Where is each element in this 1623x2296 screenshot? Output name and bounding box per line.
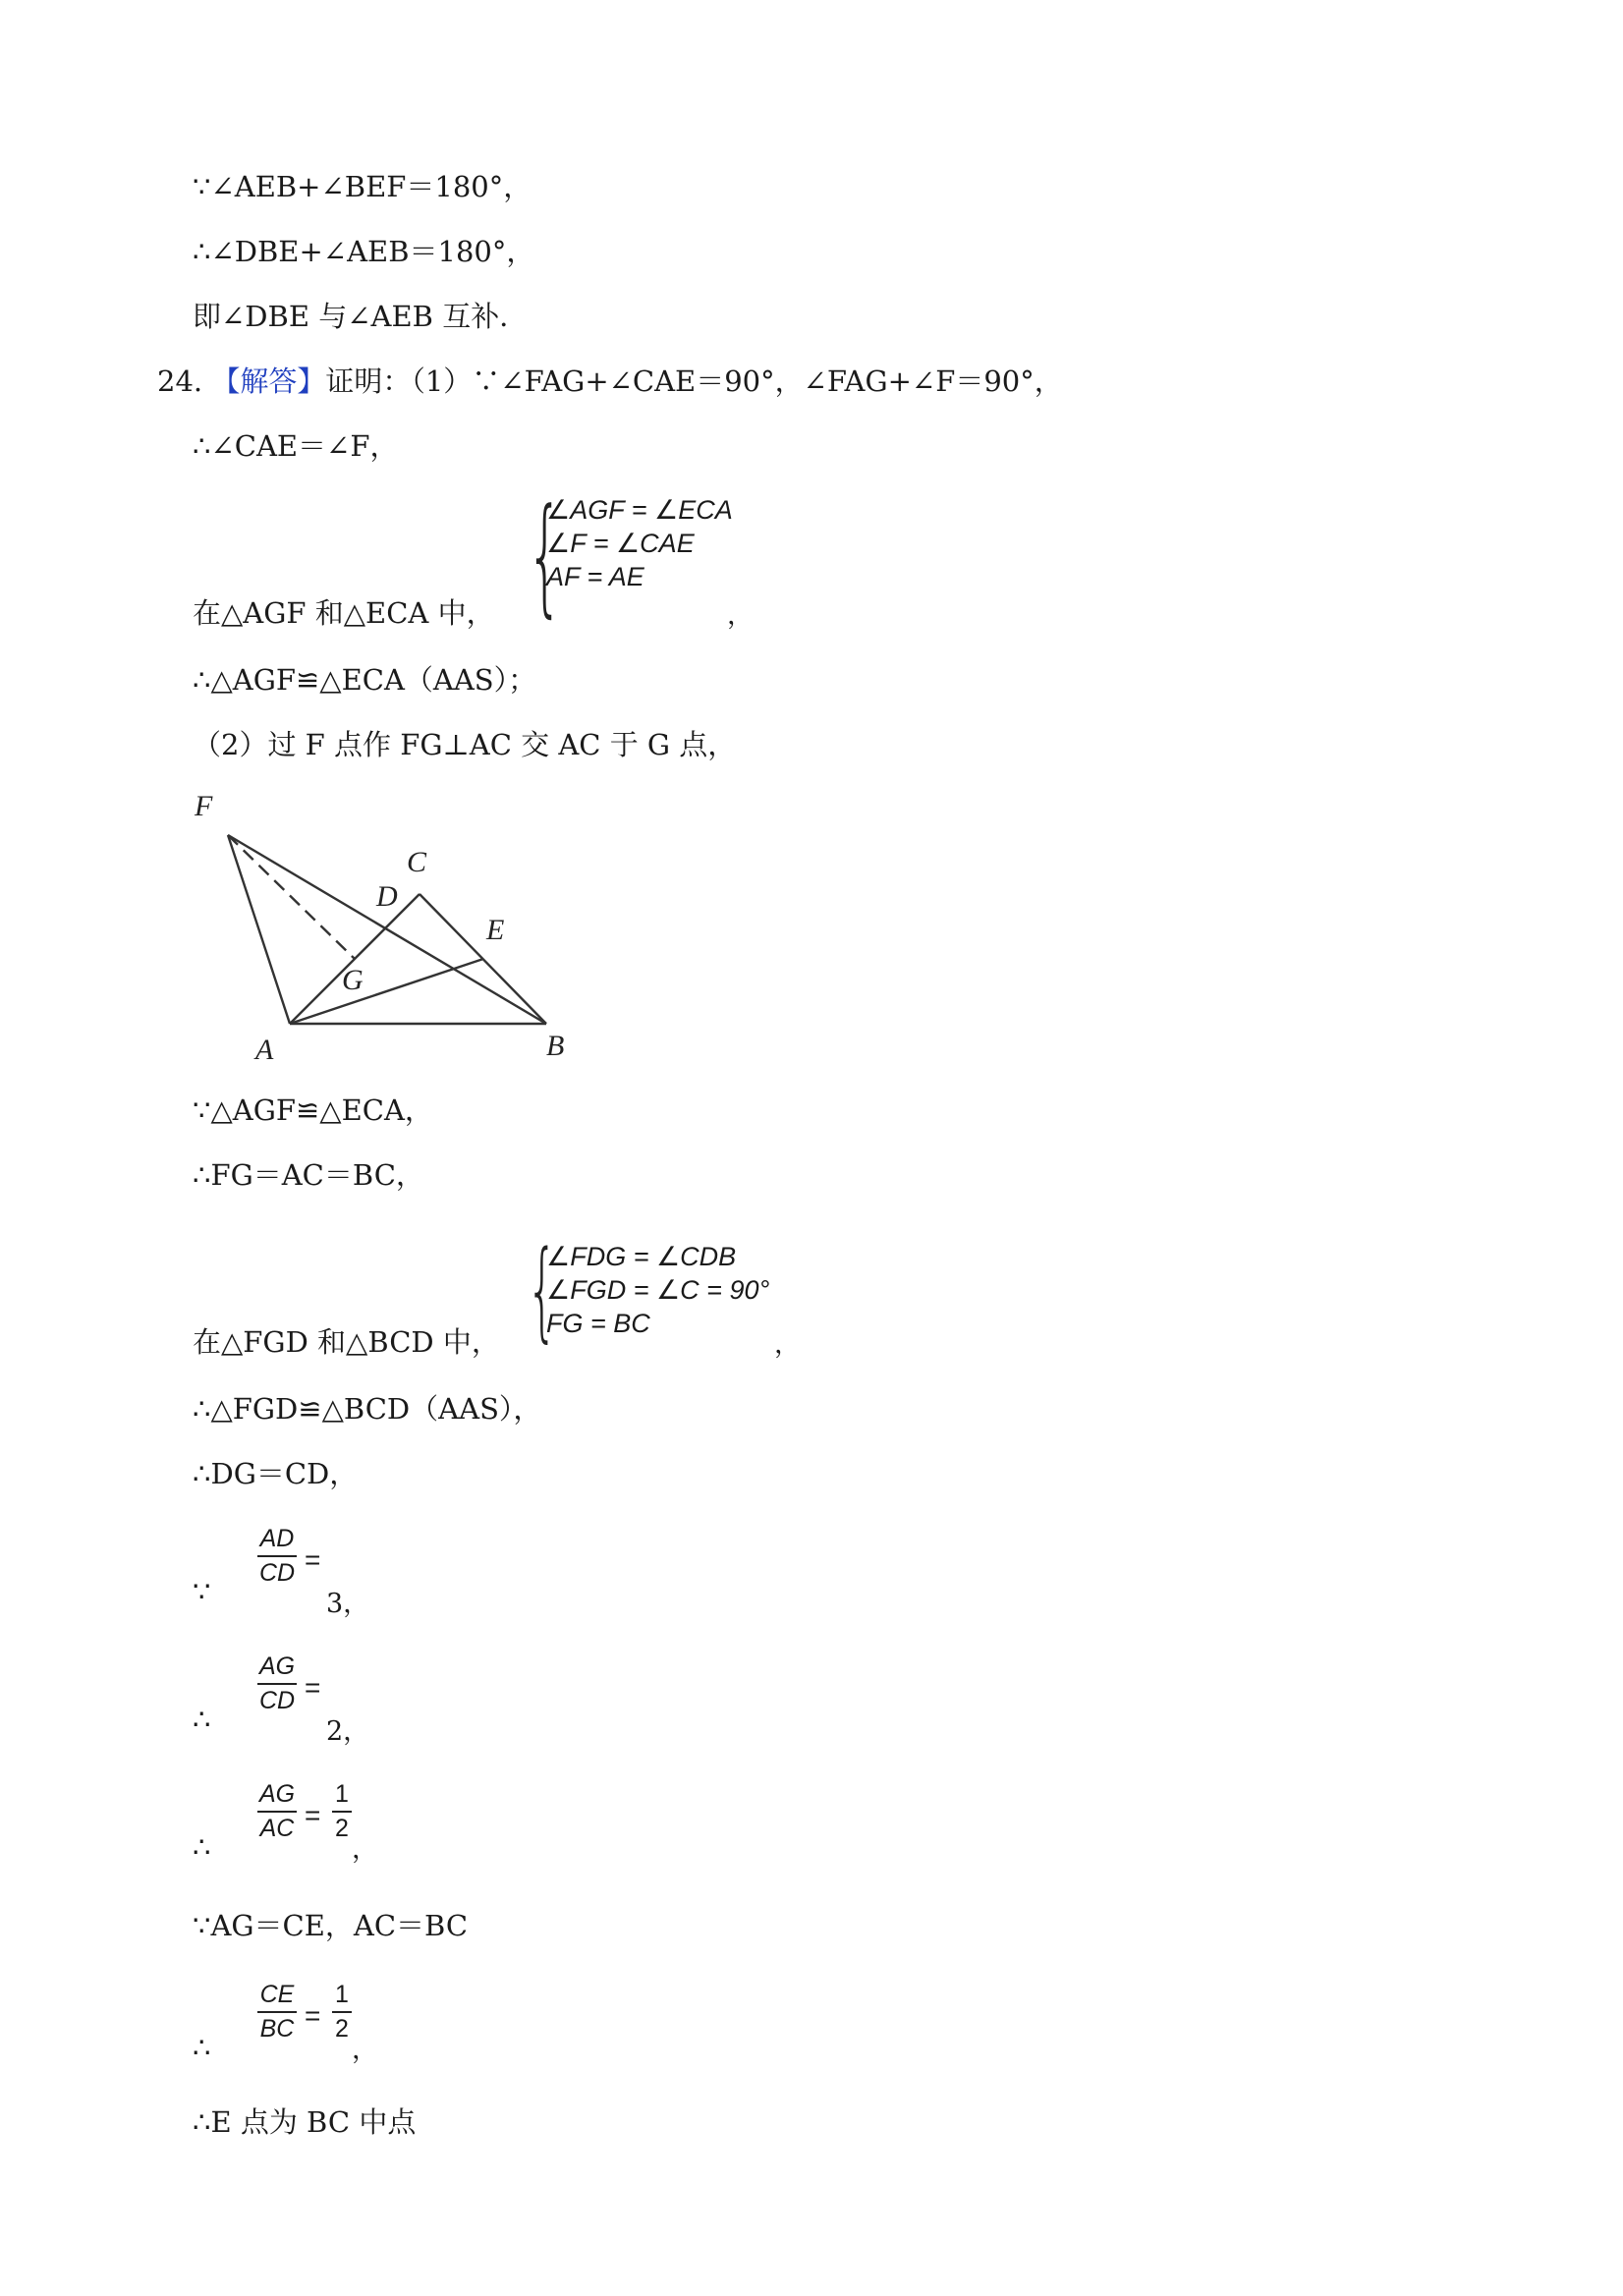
denominator: 2 [335,1815,349,1842]
step-line: （2）过 F 点作 FG⊥AC 交 AC 于 G 点， [193,728,737,761]
fraction [257,1780,297,1843]
fraction [257,1652,297,1715]
therefore-symbol: ∵ [193,1575,211,1608]
denominator: 2 [335,2015,349,2043]
step-line: ∴E 点为 BC 中点 [193,2105,417,2139]
point-label-d: D [376,880,398,913]
step-line: 在△AGF 和△ECA 中， [193,596,495,630]
left-brace: { [527,1227,558,1353]
fraction [332,1981,352,2044]
equals-sign: = [305,1800,321,1830]
equals-sign: = [305,1544,321,1575]
equation: ∠F = ∠CAE [546,529,695,558]
numerator: CE [259,1981,295,2008]
point-label-f: F [195,790,213,822]
geometry-figure [177,786,589,1071]
step-line: ∵∠AEB+∠BEF＝180°， [193,170,532,203]
question-header [157,362,1063,401]
numerator: AG [259,1780,296,1808]
segment-ae [290,959,483,1024]
answer-tag: 【解答】 [211,364,326,398]
denominator: CD [258,1559,296,1587]
step-line: ∴FG＝AC＝BC， [193,1158,424,1192]
therefore-symbol: ∴ [193,1703,211,1736]
trailing-comma: ， [727,600,754,631]
equation: FG = BC [546,1309,650,1338]
numerator: AD [259,1525,295,1552]
denominator: AC [259,1815,295,1842]
equation-system [546,1240,769,1340]
point-label-e: E [486,914,505,946]
segment-fa [228,835,290,1024]
step-line: ∴∠CAE＝∠F， [193,429,399,463]
fraction [257,1981,297,2044]
point-label-a: A [255,1034,274,1066]
denominator: BC [259,2015,295,2043]
trailing-comma: ， [774,1329,801,1360]
step-line: ∴DG＝CD， [193,1457,359,1490]
equals-sign: = [305,2000,321,2031]
equation: ∠FDG = ∠CDB [546,1242,737,1271]
step-line: ∴∠DBE+∠AEB＝180°， [193,235,535,268]
step-line: ∵△AGF≌△ECA， [193,1093,433,1127]
step-line: 即∠DBE 与∠AEB 互补． [193,300,529,333]
segment-fg-dashed [228,835,355,959]
equation: ∠AGF = ∠ECA [546,495,733,525]
trailing-comma: ， [352,1834,378,1865]
question-number: 24. [157,364,203,398]
fraction-value: 3， [326,1589,370,1619]
left-brace: { [527,480,564,630]
step-line: ∴△AGF≌△ECA（AAS）； [193,663,537,697]
step-line: ∴△FGD≌△BCD（AAS）， [193,1392,542,1426]
step-line: ∵AG＝CE，AC＝BC [193,1909,469,1942]
point-label-c: C [407,846,427,878]
point-label-b: B [546,1030,565,1062]
question-text: 证明：（1）∵∠FAG+∠CAE＝90°，∠FAG+∠F＝90°， [325,364,1063,398]
therefore-symbol: ∴ [193,1830,211,1864]
equation: AF = AE [546,562,644,591]
numerator: AG [259,1652,296,1680]
point-label-g: G [342,964,364,996]
equation-system [546,493,733,593]
equals-sign: = [305,1672,321,1703]
fraction-value: 2， [326,1716,370,1747]
fraction [257,1525,297,1588]
trailing-comma: ， [352,2035,378,2065]
equation: ∠FGD = ∠C = 90° [546,1275,770,1305]
therefore-symbol: ∴ [193,2031,211,2064]
step-line: 在△FGD 和△BCD 中， [193,1325,500,1359]
denominator: CD [258,1687,296,1714]
numerator: 1 [335,1780,349,1808]
fraction [332,1780,352,1843]
numerator: 1 [335,1981,349,2008]
